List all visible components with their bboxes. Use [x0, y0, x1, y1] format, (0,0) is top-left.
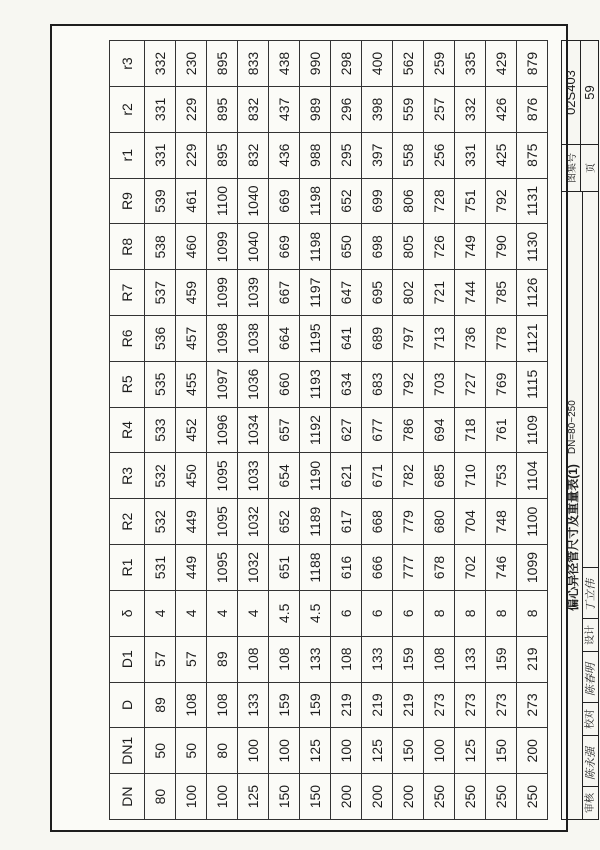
table-cell: 531	[145, 545, 176, 591]
table-cell: 1193	[300, 361, 331, 407]
table-cell: 100	[207, 774, 238, 820]
table-cell: 296	[331, 87, 362, 133]
table-cell: 1188	[300, 545, 331, 591]
table-cell: 1130	[517, 224, 548, 270]
table-cell: 695	[362, 270, 393, 316]
table-cell: 833	[238, 41, 269, 87]
table-cell: 335	[455, 41, 486, 87]
table-cell: 710	[455, 453, 486, 499]
table-cell: 230	[176, 41, 207, 87]
table-cell: 751	[455, 178, 486, 224]
table-cell: 295	[331, 132, 362, 178]
table-cell: 778	[486, 316, 517, 362]
table-cell: 879	[517, 41, 548, 87]
table-cell: 777	[393, 545, 424, 591]
table-row	[486, 41, 517, 820]
column-header: R7	[110, 270, 145, 316]
table-row	[331, 41, 362, 820]
table-row	[238, 41, 269, 820]
page-number: 59	[581, 85, 597, 100]
table-cell: 57	[176, 636, 207, 682]
table-cell: 617	[331, 499, 362, 545]
table-cell: 702	[455, 545, 486, 591]
table-cell: 80	[207, 728, 238, 774]
table-cell: 50	[176, 728, 207, 774]
table-cell: 6	[331, 590, 362, 636]
table-cell: 57	[145, 636, 176, 682]
dimension-table	[109, 40, 548, 820]
table-cell: 671	[362, 453, 393, 499]
table-cell: 438	[269, 41, 300, 87]
table-cell: 200	[517, 728, 548, 774]
table-cell: 1189	[300, 499, 331, 545]
table-cell: 694	[424, 407, 455, 453]
table-cell: 426	[486, 87, 517, 133]
design-label: 设计	[583, 618, 598, 651]
column-header: δ	[110, 590, 145, 636]
table-row	[145, 41, 176, 820]
table-cell: 1115	[517, 361, 548, 407]
table-cell: 1099	[207, 224, 238, 270]
design-signature: 丁立伟	[583, 567, 598, 618]
table-cell: 699	[362, 178, 393, 224]
column-header: R2	[110, 499, 145, 545]
table-cell: 425	[486, 132, 517, 178]
table-cell: 641	[331, 316, 362, 362]
table-cell: 805	[393, 224, 424, 270]
table-cell: 895	[207, 87, 238, 133]
table-cell: 988	[300, 132, 331, 178]
table-cell: 1109	[517, 407, 548, 453]
table-cell: 651	[269, 545, 300, 591]
table-cell: 703	[424, 361, 455, 407]
table-cell: 627	[331, 407, 362, 453]
table-cell: 250	[424, 774, 455, 820]
column-header: R9	[110, 178, 145, 224]
table-cell: 650	[331, 224, 362, 270]
table-cell: 150	[393, 728, 424, 774]
table-cell: 533	[145, 407, 176, 453]
table-cell: 785	[486, 270, 517, 316]
table-cell: 536	[145, 316, 176, 362]
table-cell: 616	[331, 545, 362, 591]
table-cell: 802	[393, 270, 424, 316]
table-cell: 332	[455, 87, 486, 133]
table-cell: 698	[362, 224, 393, 270]
table-cell: 100	[424, 728, 455, 774]
table-row	[455, 41, 486, 820]
table-cell: 1197	[300, 270, 331, 316]
table-cell: 1038	[238, 316, 269, 362]
table-row	[362, 41, 393, 820]
atlas-number: 02S403	[563, 70, 579, 115]
column-header: R8	[110, 224, 145, 270]
table-cell: 680	[424, 499, 455, 545]
table-cell: 397	[362, 132, 393, 178]
rotated-content	[109, 40, 595, 820]
table-cell: 1039	[238, 270, 269, 316]
table-cell: 4	[145, 590, 176, 636]
table-cell: 273	[517, 682, 548, 728]
table-cell: 749	[455, 224, 486, 270]
table-cell: 229	[176, 132, 207, 178]
table-cell: 779	[393, 499, 424, 545]
table-cell: 727	[455, 361, 486, 407]
table-cell: 666	[362, 545, 393, 591]
table-cell: 100	[238, 728, 269, 774]
table-cell: 108	[424, 636, 455, 682]
table-cell: 437	[269, 87, 300, 133]
table-cell: 652	[269, 499, 300, 545]
table-cell: 100	[176, 774, 207, 820]
table-cell: 678	[424, 545, 455, 591]
page-label: 页	[581, 144, 599, 191]
review-signature: 陈永强	[583, 735, 598, 786]
table-cell: 721	[424, 270, 455, 316]
table-cell: 634	[331, 361, 362, 407]
drawing-subtitle: DN=80~250	[566, 400, 578, 455]
table-cell: 331	[455, 132, 486, 178]
table-cell: 558	[393, 132, 424, 178]
table-cell: 753	[486, 453, 517, 499]
table-cell: 657	[269, 407, 300, 453]
table-row	[207, 41, 238, 820]
table-cell: 219	[393, 682, 424, 728]
table-cell: 1131	[517, 178, 548, 224]
table-row	[393, 41, 424, 820]
table-row	[517, 41, 548, 820]
table-cell: 832	[238, 132, 269, 178]
table-cell: 273	[455, 682, 486, 728]
table-cell: 125	[300, 728, 331, 774]
table-cell: 1097	[207, 361, 238, 407]
table-cell: 1095	[207, 545, 238, 591]
table-cell: 460	[176, 224, 207, 270]
table-body	[145, 41, 548, 820]
table-cell: 4	[207, 590, 238, 636]
table-cell: 669	[269, 224, 300, 270]
table-cell: 1192	[300, 407, 331, 453]
table-cell: 80	[145, 774, 176, 820]
table-cell: 461	[176, 178, 207, 224]
table-cell: 535	[145, 361, 176, 407]
table-cell: 726	[424, 224, 455, 270]
table-cell: 1034	[238, 407, 269, 453]
table-cell: 150	[269, 774, 300, 820]
table-cell: 532	[145, 499, 176, 545]
table-cell: 50	[145, 728, 176, 774]
table-cell: 782	[393, 453, 424, 499]
table-cell: 159	[269, 682, 300, 728]
table-cell: 108	[238, 636, 269, 682]
table-cell: 537	[145, 270, 176, 316]
table-cell: 125	[362, 728, 393, 774]
check-label: 校对	[583, 702, 598, 735]
table-cell: 895	[207, 41, 238, 87]
table-row	[300, 41, 331, 820]
table-cell: 559	[393, 87, 424, 133]
table-cell: 8	[486, 590, 517, 636]
table-cell: 704	[455, 499, 486, 545]
table-cell: 4.5	[300, 590, 331, 636]
table-cell: 429	[486, 41, 517, 87]
table-cell: 685	[424, 453, 455, 499]
table-cell: 746	[486, 545, 517, 591]
table-cell: 459	[176, 270, 207, 316]
table-cell: 876	[517, 87, 548, 133]
table-cell: 621	[331, 453, 362, 499]
table-cell: 683	[362, 361, 393, 407]
table-cell: 1033	[238, 453, 269, 499]
table-cell: 1040	[238, 224, 269, 270]
column-header: R1	[110, 545, 145, 591]
table-header-row	[110, 41, 145, 820]
table-cell: 4.5	[269, 590, 300, 636]
table-cell: 133	[238, 682, 269, 728]
table-cell: 133	[362, 636, 393, 682]
table-cell: 89	[145, 682, 176, 728]
table-cell: 89	[207, 636, 238, 682]
table-cell: 647	[331, 270, 362, 316]
column-header: DN	[110, 774, 145, 820]
table-cell: 449	[176, 499, 207, 545]
table-cell: 159	[393, 636, 424, 682]
table-cell: 718	[455, 407, 486, 453]
table-cell: 806	[393, 178, 424, 224]
table-row	[424, 41, 455, 820]
table-cell: 1100	[517, 499, 548, 545]
column-header: r2	[110, 87, 145, 133]
table-cell: 219	[362, 682, 393, 728]
table-cell: 250	[486, 774, 517, 820]
table-cell: 100	[269, 728, 300, 774]
table-cell: 786	[393, 407, 424, 453]
table-cell: 532	[145, 453, 176, 499]
table-cell: 6	[362, 590, 393, 636]
table-cell: 667	[269, 270, 300, 316]
table-cell: 539	[145, 178, 176, 224]
column-header: r1	[110, 132, 145, 178]
table-cell: 150	[300, 774, 331, 820]
review-label: 审核	[583, 786, 598, 819]
table-cell: 200	[362, 774, 393, 820]
table-cell: 1098	[207, 316, 238, 362]
table-cell: 875	[517, 132, 548, 178]
table-cell: 1099	[207, 270, 238, 316]
table-cell: 744	[455, 270, 486, 316]
table-cell: 990	[300, 41, 331, 87]
table-cell: 436	[269, 132, 300, 178]
drawing-title: 偏心异径管尺寸及重量表(1)	[565, 464, 580, 611]
column-header: R5	[110, 361, 145, 407]
table-cell: 1040	[238, 178, 269, 224]
table-cell: 677	[362, 407, 393, 453]
table-cell: 108	[207, 682, 238, 728]
table-cell: 1032	[238, 499, 269, 545]
column-header: R3	[110, 453, 145, 499]
table-cell: 400	[362, 41, 393, 87]
table-cell: 736	[455, 316, 486, 362]
table-cell: 159	[486, 636, 517, 682]
table-cell: 713	[424, 316, 455, 362]
column-header: r3	[110, 41, 145, 87]
table-cell: 133	[455, 636, 486, 682]
table-cell: 219	[331, 682, 362, 728]
table-cell: 229	[176, 87, 207, 133]
table-cell: 4	[238, 590, 269, 636]
table-cell: 538	[145, 224, 176, 270]
table-cell: 257	[424, 87, 455, 133]
table-cell: 769	[486, 361, 517, 407]
table-cell: 298	[331, 41, 362, 87]
table-cell: 259	[424, 41, 455, 87]
table-cell: 1095	[207, 499, 238, 545]
table-cell: 159	[300, 682, 331, 728]
table-cell: 728	[424, 178, 455, 224]
table-cell: 150	[486, 728, 517, 774]
table-cell: 457	[176, 316, 207, 362]
table-cell: 669	[269, 178, 300, 224]
column-header: DN1	[110, 728, 145, 774]
drawing-sheet	[50, 24, 597, 832]
table-cell: 1100	[207, 178, 238, 224]
table-row	[176, 41, 207, 820]
table-cell: 668	[362, 499, 393, 545]
table-cell: 332	[145, 41, 176, 87]
table-cell: 1126	[517, 270, 548, 316]
column-header: D1	[110, 636, 145, 682]
check-signature: 陈春明	[583, 651, 598, 702]
table-cell: 449	[176, 545, 207, 591]
table-cell: 108	[269, 636, 300, 682]
table-cell: 748	[486, 499, 517, 545]
table-cell: 1195	[300, 316, 331, 362]
table-cell: 797	[393, 316, 424, 362]
table-cell: 1190	[300, 453, 331, 499]
title-area	[562, 192, 583, 819]
table-cell: 792	[486, 178, 517, 224]
table-cell: 108	[331, 636, 362, 682]
page-row	[581, 41, 599, 191]
column-header: D	[110, 682, 145, 728]
table-cell: 654	[269, 453, 300, 499]
signature-row	[583, 192, 598, 819]
column-header: R4	[110, 407, 145, 453]
table-cell: 125	[238, 774, 269, 820]
table-cell: 1032	[238, 545, 269, 591]
table-cell: 133	[300, 636, 331, 682]
table-cell: 256	[424, 132, 455, 178]
table-cell: 761	[486, 407, 517, 453]
table-cell: 331	[145, 87, 176, 133]
table-cell: 125	[455, 728, 486, 774]
table-cell: 1198	[300, 224, 331, 270]
table-cell: 660	[269, 361, 300, 407]
table-cell: 989	[300, 87, 331, 133]
table-cell: 1036	[238, 361, 269, 407]
table-cell: 8	[517, 590, 548, 636]
table-cell: 1121	[517, 316, 548, 362]
title-block	[561, 40, 599, 820]
table-cell: 108	[176, 682, 207, 728]
title-block-right	[562, 41, 598, 191]
table-cell: 562	[393, 41, 424, 87]
table-cell: 273	[424, 682, 455, 728]
table-cell: 273	[486, 682, 517, 728]
title-block-left	[562, 191, 598, 819]
table-cell: 6	[393, 590, 424, 636]
table-cell: 664	[269, 316, 300, 362]
table-cell: 1198	[300, 178, 331, 224]
table-cell: 455	[176, 361, 207, 407]
table-cell: 792	[393, 361, 424, 407]
table-cell: 8	[424, 590, 455, 636]
table-cell: 832	[238, 87, 269, 133]
table-cell: 100	[331, 728, 362, 774]
table-cell: 331	[145, 132, 176, 178]
atlas-row	[562, 41, 581, 191]
table-cell: 1096	[207, 407, 238, 453]
table-cell: 895	[207, 132, 238, 178]
table-cell: 1095	[207, 453, 238, 499]
table-cell: 1104	[517, 453, 548, 499]
table-cell: 250	[455, 774, 486, 820]
column-header: R6	[110, 316, 145, 362]
atlas-label: 图集号	[562, 144, 580, 191]
table-cell: 689	[362, 316, 393, 362]
table-cell: 1099	[517, 545, 548, 591]
table-cell: 790	[486, 224, 517, 270]
table-cell: 4	[176, 590, 207, 636]
table-cell: 8	[455, 590, 486, 636]
table-cell: 450	[176, 453, 207, 499]
table-cell: 200	[393, 774, 424, 820]
table-cell: 398	[362, 87, 393, 133]
table-row	[269, 41, 300, 820]
table-cell: 250	[517, 774, 548, 820]
table-cell: 219	[517, 636, 548, 682]
table-cell: 200	[331, 774, 362, 820]
table-cell: 452	[176, 407, 207, 453]
table-cell: 652	[331, 178, 362, 224]
